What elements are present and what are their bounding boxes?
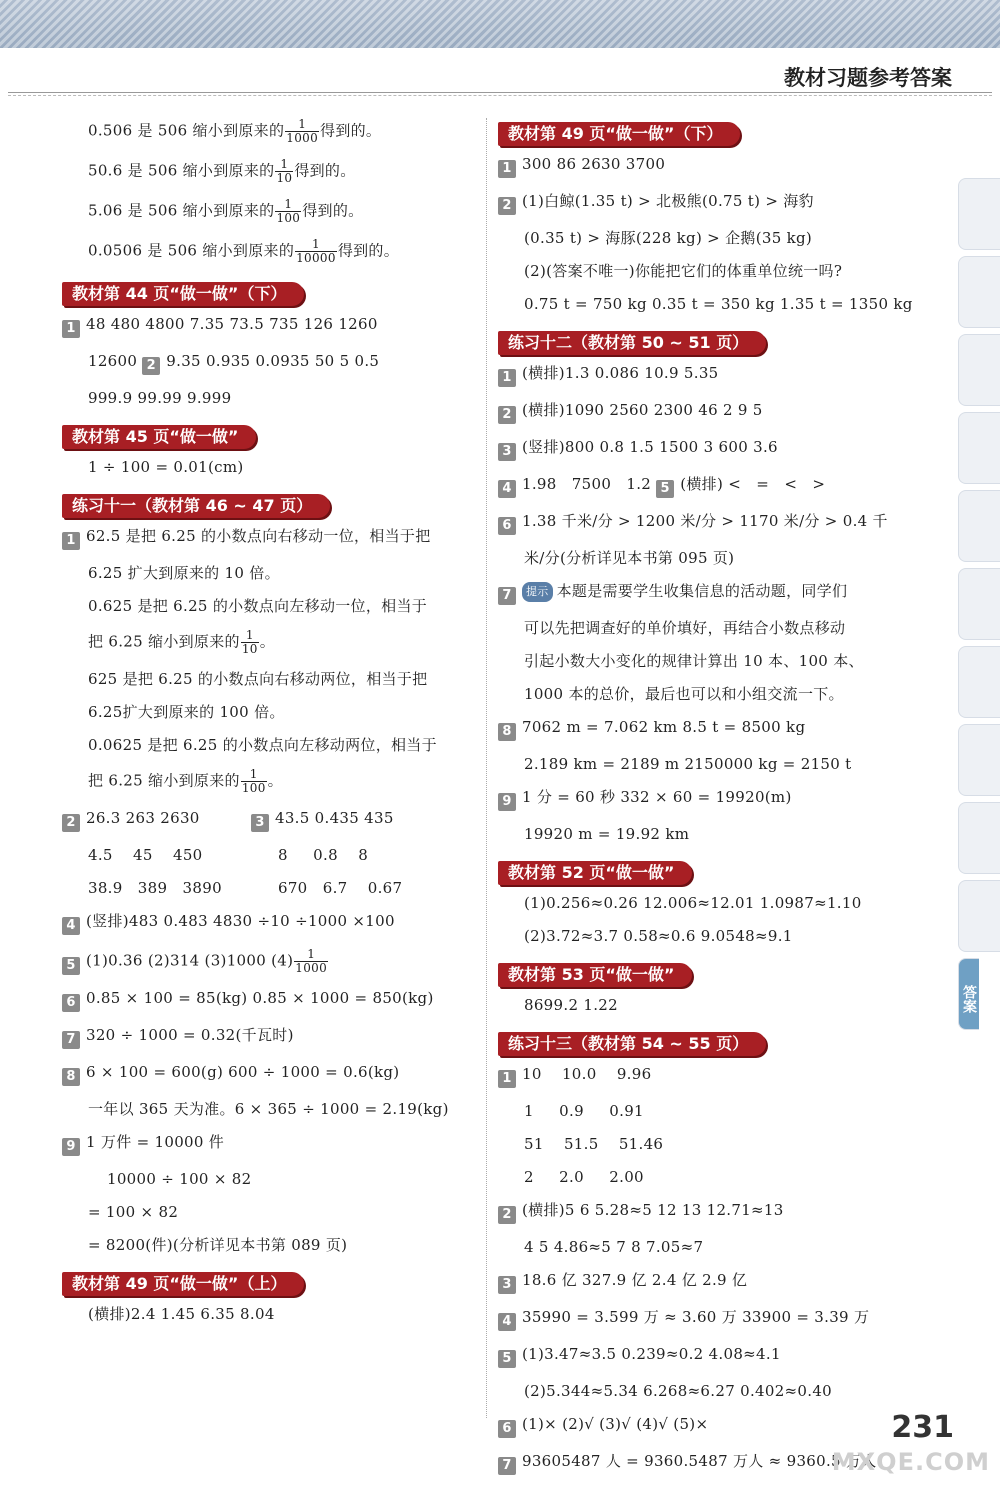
answer-line — [498, 511, 923, 535]
question-number-badge: 4 — [498, 480, 516, 498]
side-tab — [958, 412, 1000, 484]
answer-line: 4 5 4.86≈5 7 8 7.05≈7 — [524, 1238, 704, 1256]
answer-line — [498, 154, 923, 178]
side-tab — [958, 724, 1000, 796]
numerator: 1 — [285, 118, 319, 132]
question-number-badge: 6 — [62, 994, 80, 1012]
fraction — [294, 948, 328, 975]
text: (1)3.47≈3.5 0.239≈0.2 4.08≈4.1 — [522, 1345, 781, 1363]
question-number-badge: 2 — [498, 1206, 516, 1224]
text: 0.85 × 100 = 85(kg) 0.85 × 1000 = 850(kg) — [86, 989, 434, 1007]
answer-line: 6.25 扩大到原来的 10 倍。 — [88, 564, 280, 582]
text: 把 6.25 缩小到原来的 — [88, 771, 240, 790]
answer-line — [498, 363, 923, 387]
text: 300 86 2630 3700 — [522, 155, 666, 173]
answer-line: (2)3.72≈3.7 0.58≈0.6 9.0548≈9.1 — [524, 927, 793, 945]
text: (竖排)483 0.483 4830 ÷10 ÷1000 ×100 — [86, 912, 395, 930]
side-tab — [958, 178, 1000, 250]
answer-line: 2.189 km = 2189 m 2150000 kg = 2150 t — [524, 755, 852, 773]
section-heading-p44: 教材第 44 页“做一做”（下） — [62, 282, 304, 306]
side-tab-answers: 答案 — [958, 958, 979, 1030]
side-tab — [958, 256, 1000, 328]
text: 10 10.0 9.96 — [522, 1065, 652, 1083]
text: 670 6.7 0.67 — [278, 879, 403, 897]
answer-line: 10000 ÷ 100 × 82 — [107, 1170, 252, 1188]
answer-line — [62, 118, 482, 145]
text: 50.6 是 506 缩小到原来的 — [88, 161, 275, 180]
question-number-badge: 4 — [498, 1313, 516, 1331]
text: 62.5 是把 6.25 的小数点向右移动一位，相当于把 — [86, 527, 431, 545]
numerator: 1 — [294, 948, 328, 962]
answer-line: 2 2.0 2.00 — [524, 1168, 644, 1186]
denominator: 100 — [276, 211, 301, 225]
section-heading-exercise-11: 练习十一（教材第 46 ~ 47 页） — [62, 494, 330, 518]
question-number-badge: 2 — [62, 814, 80, 832]
answer-line: 999.9 99.99 9.999 — [88, 389, 232, 407]
answer-line: (2)(答案不唯一)你能把它们的体重单位统一吗? — [524, 262, 843, 280]
question-number-badge: 1 — [498, 1070, 516, 1088]
text: 320 ÷ 1000 = 0.32(千瓦时) — [86, 1026, 294, 1044]
text: (1)0.36 (2)314 (3)1000 (4) — [86, 951, 294, 970]
question-number-badge: 6 — [498, 1420, 516, 1438]
answer-line — [62, 198, 482, 225]
answer-line — [62, 526, 482, 550]
text: 38.9 389 3890 — [88, 879, 222, 897]
question-number-badge: 2 — [142, 357, 160, 375]
column-divider — [486, 118, 487, 1418]
side-tab — [958, 568, 1000, 640]
answer-line: 0.625 是把 6.25 的小数点向左移动一位，相当于 — [88, 597, 428, 615]
answer-line: 625 是把 6.25 的小数点向右移动两位，相当于把 — [88, 670, 428, 688]
question-number-badge: 3 — [498, 443, 516, 461]
answer-line — [62, 1132, 482, 1156]
numerator: 1 — [295, 238, 337, 252]
answer-line: 51 51.5 51.46 — [524, 1135, 664, 1153]
section-heading-p49-upper: 教材第 49 页“做一做”（上） — [62, 1272, 304, 1296]
answer-line: = 100 × 82 — [88, 1203, 179, 1221]
text: (横排)1090 2560 2300 46 2 9 5 — [522, 401, 763, 419]
answer-line — [498, 191, 923, 215]
answer-line — [62, 1062, 482, 1086]
answer-line: 8699.2 1.22 — [524, 996, 618, 1014]
answer-line — [62, 351, 482, 375]
text: 1 分 = 60 秒 332 × 60 = 19920(m) — [522, 788, 792, 806]
text: 得到的。 — [294, 161, 356, 180]
answer-line — [498, 400, 923, 424]
answer-line — [62, 845, 482, 865]
text: 。 — [267, 771, 283, 790]
answer-line: (1)0.256≈0.26 12.006≈12.01 1.0987≈1.10 — [524, 894, 862, 912]
section-heading-p45: 教材第 45 页“做一做” — [62, 425, 256, 449]
answer-line — [62, 238, 482, 265]
answer-line — [498, 437, 923, 461]
answer-line — [498, 1344, 923, 1368]
question-number-badge: 9 — [498, 793, 516, 811]
text: 本题是需要学生收集信息的活动题，同学们 — [556, 582, 848, 600]
answer-line — [62, 768, 482, 795]
answer-line: 0.75 t = 750 kg 0.35 t = 350 kg 1.35 t = 1350 kg — [524, 295, 913, 313]
text: 4.5 45 450 — [88, 846, 203, 864]
side-tab — [958, 880, 1000, 952]
text: 18.6 亿 327.9 亿 2.4 亿 2.9 亿 — [522, 1271, 748, 1289]
section-heading-p53: 教材第 53 页“做一做” — [498, 963, 692, 987]
fraction — [295, 238, 337, 265]
answer-line — [62, 988, 482, 1012]
denominator: 10 — [241, 642, 258, 656]
text: 0.0506 是 506 缩小到原来的 — [88, 241, 295, 260]
text: 12600 — [88, 352, 138, 370]
answer-line — [498, 1064, 923, 1088]
answer-line — [498, 1270, 923, 1294]
answer-line — [498, 787, 923, 811]
denominator: 10000 — [296, 251, 336, 265]
question-number-badge: 3 — [498, 1276, 516, 1294]
side-tab — [958, 334, 1000, 406]
text: 1.98 7500 1.2 — [522, 475, 652, 493]
text: (横排) < = < > — [680, 475, 826, 493]
text: 8 0.8 8 — [278, 846, 369, 864]
question-number-badge: 1 — [498, 369, 516, 387]
section-heading-p49-lower: 教材第 49 页“做一做”（下） — [498, 122, 740, 146]
answer-line — [62, 1025, 482, 1049]
side-tab — [958, 802, 1000, 874]
text: (1)白鲸(1.35 t) > 北极熊(0.75 t) > 海豹 — [522, 192, 814, 210]
answer-line — [62, 808, 482, 832]
side-tab — [958, 646, 1000, 718]
answer-line: 引起小数大小变化的规律计算出 10 本、100 本、 — [524, 652, 864, 670]
side-tab-strip — [958, 178, 1000, 1036]
left-column — [62, 118, 482, 1337]
answer-line — [62, 158, 482, 185]
denominator: 1000 — [286, 131, 319, 145]
question-number-badge: 6 — [498, 517, 516, 535]
text: (1)× (2)√ (3)√ (4)√ (5)× — [522, 1415, 709, 1433]
question-number-badge: 5 — [656, 480, 674, 498]
text: (横排)5 6 5.28≈5 12 13 12.71≈13 — [522, 1201, 784, 1219]
text: 26.3 263 2630 — [86, 809, 200, 827]
answer-line: (0.35 t) > 海豚(228 kg) > 企鹅(35 kg) — [524, 229, 813, 247]
question-number-badge: 8 — [62, 1068, 80, 1086]
text: (横排)1.3 0.086 10.9 5.35 — [522, 364, 719, 382]
answer-line: (横排)2.4 1.45 6.35 8.04 — [88, 1305, 275, 1323]
question-number-badge: 1 — [498, 160, 516, 178]
answer-line — [498, 1414, 923, 1438]
answer-line — [62, 911, 482, 935]
question-number-badge: 5 — [62, 957, 80, 975]
text: 7062 m = 7.062 km 8.5 t = 8500 kg — [522, 718, 806, 736]
answer-line: 19920 m = 19.92 km — [524, 825, 690, 843]
question-number-badge: 9 — [62, 1138, 80, 1156]
answer-line — [62, 948, 482, 975]
fraction — [275, 198, 301, 225]
answer-line: 6.25扩大到原来的 100 倍。 — [88, 703, 285, 721]
question-number-badge: 2 — [498, 406, 516, 424]
fraction — [241, 629, 259, 656]
denominator: 10 — [276, 171, 293, 185]
question-number-badge: 7 — [62, 1031, 80, 1049]
text: 1.38 千米/分 > 1200 米/分 > 1170 米/分 > 0.4 千 — [522, 512, 888, 530]
text: 得到的。 — [320, 121, 382, 140]
answer-line: 米/分(分析详见本书第 095 页) — [524, 549, 735, 567]
text: 。 — [259, 632, 276, 651]
text: (竖排)800 0.8 1.5 1500 3 600 3.6 — [522, 438, 778, 456]
page-number: 231 — [891, 1410, 954, 1445]
text: 6 × 100 = 600(g) 600 ÷ 1000 = 0.6(kg) — [86, 1063, 400, 1081]
answer-line: 可以先把调查好的单价填好，再结合小数点移动 — [524, 619, 846, 637]
answer-line: 1 ÷ 100 = 0.01(cm) — [88, 458, 244, 476]
answer-line: (2)5.344≈5.34 6.268≈6.27 0.402≈0.40 — [524, 1382, 833, 1400]
question-number-badge: 1 — [62, 532, 80, 550]
question-number-badge: 8 — [498, 723, 516, 741]
numerator: 1 — [275, 158, 293, 172]
question-number-badge: 3 — [251, 814, 269, 832]
numerator: 1 — [241, 629, 259, 643]
answer-line — [498, 474, 923, 498]
section-heading-exercise-13: 练习十三（教材第 54 ~ 55 页） — [498, 1032, 766, 1056]
numerator: 1 — [275, 198, 301, 212]
text: 35990 = 3.599 万 ≈ 3.60 万 33900 = 3.39 万 — [522, 1308, 870, 1326]
answer-line: = 8200(件)(分析详见本书第 089 页) — [88, 1236, 348, 1254]
side-tab — [958, 490, 1000, 562]
answer-line — [498, 717, 923, 741]
section-heading-p52: 教材第 52 页“做一做” — [498, 861, 692, 885]
page-header-title: 教材习题参考答案 — [784, 66, 952, 90]
header-divider — [8, 92, 992, 96]
answer-line — [62, 629, 482, 656]
text: 9.35 0.935 0.0935 50 5 0.5 — [166, 352, 380, 370]
text: 得到的。 — [337, 241, 400, 260]
hint-tag: 提示 — [522, 582, 553, 602]
watermark: MXQE.COM — [831, 1448, 990, 1476]
question-number-badge: 4 — [62, 917, 80, 935]
text: 把 6.25 缩小到原来的 — [88, 632, 240, 651]
question-number-badge: 7 — [498, 1457, 516, 1475]
denominator: 100 — [241, 781, 266, 795]
fraction — [241, 768, 267, 795]
answer-line — [498, 581, 923, 605]
text: 43.5 0.435 435 — [275, 809, 394, 827]
question-number-badge: 7 — [498, 587, 516, 605]
answer-line: 1 0.9 0.91 — [524, 1102, 644, 1120]
answer-line: 1000 本的总价，最后也可以和小组交流一下。 — [524, 685, 844, 703]
section-heading-exercise-12: 练习十二（教材第 50 ~ 51 页） — [498, 331, 766, 355]
fraction — [285, 118, 319, 145]
answer-line — [498, 1200, 923, 1224]
text: 0.506 是 506 缩小到原来的 — [88, 121, 285, 140]
numerator: 1 — [241, 768, 267, 782]
text: 1 万件 = 10000 件 — [86, 1133, 225, 1151]
answer-line: 一年以 365 天为准。6 × 365 ÷ 1000 = 2.19(kg) — [88, 1100, 449, 1118]
answer-line: 0.0625 是把 6.25 的小数点向左移动两位，相当于 — [88, 736, 437, 754]
question-number-badge: 1 — [62, 320, 80, 338]
text: 48 480 4800 7.35 73.5 735 126 1260 — [86, 315, 378, 333]
text: 5.06 是 506 缩小到原来的 — [88, 201, 275, 220]
answer-line — [62, 314, 482, 338]
right-column — [498, 118, 923, 1488]
question-number-badge: 5 — [498, 1350, 516, 1368]
denominator: 1000 — [295, 961, 328, 975]
fraction — [275, 158, 293, 185]
answer-line — [498, 1307, 923, 1331]
text: 得到的。 — [302, 201, 364, 220]
answer-line — [62, 878, 482, 898]
question-number-badge: 2 — [498, 197, 516, 215]
top-decorative-band — [0, 0, 1000, 48]
text: 93605487 人 = 9360.5487 万人 ≈ 9360.5 万人 — [522, 1452, 877, 1470]
